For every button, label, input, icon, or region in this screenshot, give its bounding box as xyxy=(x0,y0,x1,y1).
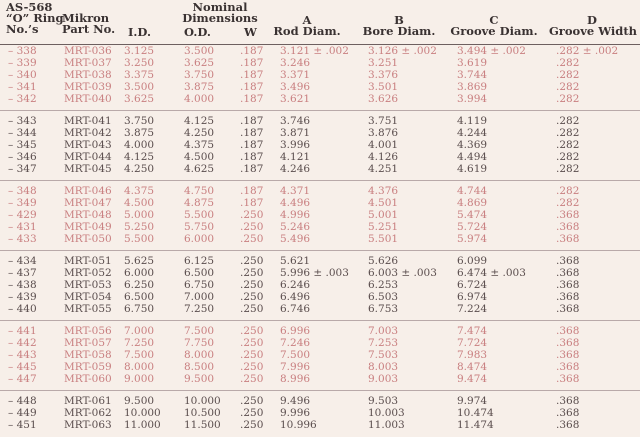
cell-id: 10.000 xyxy=(124,407,161,420)
header-nominal-line1: Nominal xyxy=(192,0,248,14)
cell-od: 4.750 xyxy=(184,185,215,197)
cell-part: MRT-041 xyxy=(64,115,112,127)
cell-w: .187 xyxy=(240,197,264,210)
cell-dash: – 342 xyxy=(8,93,37,106)
cell-od: 4.625 xyxy=(184,163,215,176)
cell-a: 5.621 xyxy=(280,255,311,267)
cell-b: 6.253 xyxy=(368,279,399,292)
cell-w: .250 xyxy=(240,337,264,350)
cell-id: 6.250 xyxy=(124,279,155,292)
cell-od: 7.250 xyxy=(184,303,215,316)
cell-c: 4.244 xyxy=(457,127,488,140)
cell-c: 5.974 xyxy=(457,233,488,246)
cell-part: MRT-060 xyxy=(64,373,112,386)
cell-od: 3.625 xyxy=(184,57,215,70)
header-dash-line3: No.’s xyxy=(6,22,39,36)
cell-d: .368 xyxy=(556,373,580,386)
cell-part: MRT-057 xyxy=(64,337,112,350)
cell-c: 3.994 xyxy=(457,93,488,106)
cell-id: 3.125 xyxy=(124,45,155,57)
cell-d: .368 xyxy=(556,395,580,407)
cell-dash: – 441 xyxy=(8,325,37,337)
cell-od: 8.500 xyxy=(184,361,215,374)
cell-id: 3.625 xyxy=(124,93,155,106)
cell-d: .368 xyxy=(556,267,580,280)
cell-dash: – 348 xyxy=(8,185,37,197)
cell-dash: – 438 xyxy=(8,279,37,292)
cell-part: MRT-056 xyxy=(64,325,112,337)
cell-od: 7.500 xyxy=(184,325,215,337)
group-divider xyxy=(0,180,640,181)
cell-d: .368 xyxy=(556,291,580,304)
cell-dash: – 448 xyxy=(8,395,37,407)
cell-c: 6.099 xyxy=(457,255,488,267)
cell-a: 5.996 ± .003 xyxy=(280,267,349,280)
cell-w: .187 xyxy=(240,127,264,140)
cell-a: 3.746 xyxy=(280,115,311,127)
cell-part: MRT-040 xyxy=(64,93,112,106)
cell-w: .250 xyxy=(240,395,264,407)
cell-b: 8.003 xyxy=(368,361,399,374)
cell-part: MRT-042 xyxy=(64,127,112,140)
cell-d: .282 xyxy=(556,93,580,106)
cell-id: 4.375 xyxy=(124,185,155,197)
cell-d: .282 ± .002 xyxy=(556,45,619,57)
cell-od: 6.500 xyxy=(184,267,215,280)
cell-dash: – 449 xyxy=(8,407,37,420)
cell-b: 5.001 xyxy=(368,209,399,222)
cell-c: 3.619 xyxy=(457,57,488,70)
cell-a: 3.871 xyxy=(280,127,311,140)
cell-b: 6.503 xyxy=(368,291,399,304)
cell-id: 9.500 xyxy=(124,395,155,407)
cell-d: .368 xyxy=(556,233,580,246)
cell-b: 3.126 ± .002 xyxy=(368,45,437,57)
group-divider xyxy=(0,390,640,391)
cell-d: .368 xyxy=(556,221,580,234)
cell-w: .250 xyxy=(240,325,264,337)
cell-id: 5.250 xyxy=(124,221,155,234)
cell-id: 4.125 xyxy=(124,151,155,164)
cell-d: .368 xyxy=(556,209,580,222)
cell-b: 11.003 xyxy=(368,419,405,432)
header-dash-line1: AS-568 xyxy=(6,0,53,14)
cell-d: .282 xyxy=(556,151,580,164)
cell-c: 6.974 xyxy=(457,291,488,304)
header-nominal-line2: Dimensions xyxy=(182,11,258,25)
cell-b: 5.501 xyxy=(368,233,399,246)
cell-d: .282 xyxy=(556,57,580,70)
cell-id: 4.250 xyxy=(124,163,155,176)
cell-b: 3.876 xyxy=(368,127,399,140)
cell-c: 5.474 xyxy=(457,209,488,222)
cell-dash: – 445 xyxy=(8,361,37,374)
cell-c: 4.744 xyxy=(457,185,488,197)
cell-w: .250 xyxy=(240,233,264,246)
cell-a: 9.996 xyxy=(280,407,311,420)
cell-od: 10.000 xyxy=(184,395,221,407)
cell-a: 4.496 xyxy=(280,197,311,210)
header-id: I.D. xyxy=(128,25,151,39)
header-d-letter: D xyxy=(587,13,597,27)
cell-id: 5.000 xyxy=(124,209,155,222)
cell-c: 9.474 xyxy=(457,373,488,386)
group-divider xyxy=(0,250,640,251)
cell-b: 7.503 xyxy=(368,349,399,362)
cell-c: 6.474 ± .003 xyxy=(457,267,526,280)
header-part-line2: Part No. xyxy=(62,22,116,36)
cell-a: 4.996 xyxy=(280,209,311,222)
cell-od: 4.375 xyxy=(184,139,215,152)
cell-b: 4.251 xyxy=(368,163,399,176)
cell-part: MRT-036 xyxy=(64,45,112,57)
cell-d: .282 xyxy=(556,127,580,140)
cell-dash: – 349 xyxy=(8,197,37,210)
cell-part: MRT-049 xyxy=(64,221,112,234)
cell-w: .187 xyxy=(240,93,264,106)
cell-part: MRT-058 xyxy=(64,349,112,362)
header-dash-line2: “O” Ring xyxy=(6,11,64,25)
cell-b: 3.751 xyxy=(368,115,399,127)
cell-id: 3.750 xyxy=(124,115,155,127)
cell-d: .368 xyxy=(556,255,580,267)
cell-a: 4.121 xyxy=(280,151,311,164)
cell-w: .250 xyxy=(240,209,264,222)
cell-d: .282 xyxy=(556,185,580,197)
cell-dash: – 341 xyxy=(8,81,37,94)
cell-id: 3.375 xyxy=(124,69,155,82)
header-part-line1: Mikron xyxy=(62,11,110,25)
cell-w: .250 xyxy=(240,303,264,316)
cell-a: 6.496 xyxy=(280,291,311,304)
cell-c: 7.983 xyxy=(457,349,488,362)
cell-c: 4.119 xyxy=(457,115,488,127)
cell-id: 3.875 xyxy=(124,127,155,140)
group-divider xyxy=(0,110,640,111)
cell-c: 7.224 xyxy=(457,303,488,316)
cell-b: 4.001 xyxy=(368,139,399,152)
group-divider xyxy=(0,320,640,321)
cell-w: .250 xyxy=(240,373,264,386)
cell-c: 7.724 xyxy=(457,337,488,350)
cell-od: 4.125 xyxy=(184,115,215,127)
cell-od: 8.000 xyxy=(184,349,215,362)
cell-w: .250 xyxy=(240,361,264,374)
cell-part: MRT-051 xyxy=(64,255,112,267)
cell-c: 9.974 xyxy=(457,395,488,407)
cell-a: 10.996 xyxy=(280,419,317,432)
header-a-letter: A xyxy=(302,13,312,27)
cell-id: 7.000 xyxy=(124,325,155,337)
cell-d: .368 xyxy=(556,361,580,374)
cell-dash: – 429 xyxy=(8,209,37,222)
cell-w: .187 xyxy=(240,139,264,152)
cell-b: 7.003 xyxy=(368,325,399,337)
cell-od: 10.500 xyxy=(184,407,221,420)
cell-b: 5.251 xyxy=(368,221,399,234)
cell-c: 4.369 xyxy=(457,139,488,152)
cell-dash: – 339 xyxy=(8,57,37,70)
cell-d: .368 xyxy=(556,279,580,292)
cell-od: 6.000 xyxy=(184,233,215,246)
cell-c: 7.474 xyxy=(457,325,488,337)
cell-c: 8.474 xyxy=(457,361,488,374)
cell-b: 10.003 xyxy=(368,407,405,420)
cell-part: MRT-046 xyxy=(64,185,112,197)
cell-part: MRT-062 xyxy=(64,407,112,420)
cell-d: .368 xyxy=(556,303,580,316)
cell-part: MRT-038 xyxy=(64,69,112,82)
cell-dash: – 344 xyxy=(8,127,37,140)
cell-c: 4.869 xyxy=(457,197,488,210)
cell-a: 9.496 xyxy=(280,395,311,407)
cell-a: 7.500 xyxy=(280,349,311,362)
cell-d: .282 xyxy=(556,81,580,94)
header-b-letter: B xyxy=(394,13,404,27)
cell-b: 4.376 xyxy=(368,185,399,197)
cell-dash: – 437 xyxy=(8,267,37,280)
cell-part: MRT-054 xyxy=(64,291,112,304)
cell-id: 3.250 xyxy=(124,57,155,70)
cell-c: 3.494 ± .002 xyxy=(457,45,526,57)
cell-id: 3.500 xyxy=(124,81,155,94)
cell-b: 3.251 xyxy=(368,57,399,70)
cell-b: 3.626 xyxy=(368,93,399,106)
cell-a: 3.496 xyxy=(280,81,311,94)
cell-od: 3.875 xyxy=(184,81,215,94)
cell-od: 5.750 xyxy=(184,221,215,234)
cell-dash: – 442 xyxy=(8,337,37,350)
cell-part: MRT-063 xyxy=(64,419,112,432)
cell-c: 3.744 xyxy=(457,69,488,82)
cell-a: 3.246 xyxy=(280,57,311,70)
cell-a: 3.621 xyxy=(280,93,311,106)
cell-dash: – 338 xyxy=(8,45,37,57)
cell-a: 6.246 xyxy=(280,279,311,292)
cell-a: 3.996 xyxy=(280,139,311,152)
cell-dash: – 434 xyxy=(8,255,37,267)
header-d-label: Groove Width xyxy=(548,24,638,38)
cell-w: .250 xyxy=(240,255,264,267)
header-a-label: Rod Diam. xyxy=(273,24,341,38)
cell-a: 3.121 ± .002 xyxy=(280,45,349,57)
cell-a: 4.371 xyxy=(280,185,311,197)
cell-b: 3.501 xyxy=(368,81,399,94)
cell-a: 5.246 xyxy=(280,221,311,234)
cell-d: .282 xyxy=(556,139,580,152)
cell-w: .250 xyxy=(240,419,264,432)
cell-a: 7.246 xyxy=(280,337,311,350)
cell-c: 5.724 xyxy=(457,221,488,234)
cell-id: 6.750 xyxy=(124,303,155,316)
cell-id: 5.625 xyxy=(124,255,155,267)
cell-c: 4.619 xyxy=(457,163,488,176)
cell-od: 7.000 xyxy=(184,291,215,304)
cell-od: 4.250 xyxy=(184,127,215,140)
cell-id: 5.500 xyxy=(124,233,155,246)
cell-od: 4.000 xyxy=(184,93,215,106)
cell-id: 7.250 xyxy=(124,337,155,350)
cell-id: 11.000 xyxy=(124,419,161,432)
cell-dash: – 451 xyxy=(8,419,37,432)
cell-dash: – 439 xyxy=(8,291,37,304)
cell-w: .250 xyxy=(240,267,264,280)
cell-d: .282 xyxy=(556,197,580,210)
cell-b: 9.503 xyxy=(368,395,399,407)
cell-w: .187 xyxy=(240,163,264,176)
cell-w: .187 xyxy=(240,81,264,94)
cell-od: 4.500 xyxy=(184,151,215,164)
cell-b: 9.003 xyxy=(368,373,399,386)
cell-a: 4.246 xyxy=(280,163,311,176)
cell-id: 4.000 xyxy=(124,139,155,152)
cell-dash: – 343 xyxy=(8,115,37,127)
cell-w: .187 xyxy=(240,115,264,127)
cell-part: MRT-053 xyxy=(64,279,112,292)
cell-part: MRT-037 xyxy=(64,57,112,70)
cell-d: .368 xyxy=(556,407,580,420)
cell-part: MRT-050 xyxy=(64,233,112,246)
cell-part: MRT-052 xyxy=(64,267,112,280)
cell-id: 6.500 xyxy=(124,291,155,304)
cell-od: 9.500 xyxy=(184,373,215,386)
cell-a: 3.371 xyxy=(280,69,311,82)
cell-c: 11.474 xyxy=(457,419,494,432)
cell-w: .187 xyxy=(240,45,264,57)
cell-w: .250 xyxy=(240,291,264,304)
cell-b: 6.753 xyxy=(368,303,399,316)
cell-id: 9.000 xyxy=(124,373,155,386)
cell-part: MRT-048 xyxy=(64,209,112,222)
cell-part: MRT-043 xyxy=(64,139,112,152)
cell-b: 4.501 xyxy=(368,197,399,210)
cell-b: 5.626 xyxy=(368,255,399,267)
cell-dash: – 443 xyxy=(8,349,37,362)
cell-part: MRT-044 xyxy=(64,151,112,164)
cell-part: MRT-061 xyxy=(64,395,112,407)
cell-w: .250 xyxy=(240,279,264,292)
cell-od: 6.125 xyxy=(184,255,215,267)
cell-part: MRT-059 xyxy=(64,361,112,374)
cell-id: 8.000 xyxy=(124,361,155,374)
cell-dash: – 340 xyxy=(8,69,37,82)
cell-w: .187 xyxy=(240,151,264,164)
cell-w: .187 xyxy=(240,185,264,197)
cell-w: .250 xyxy=(240,221,264,234)
header-b-label: Bore Diam. xyxy=(362,24,436,38)
cell-a: 6.746 xyxy=(280,303,311,316)
cell-od: 3.500 xyxy=(184,45,215,57)
header-c-letter: C xyxy=(489,13,499,27)
cell-dash: – 431 xyxy=(8,221,37,234)
cell-a: 5.496 xyxy=(280,233,311,246)
cell-w: .250 xyxy=(240,349,264,362)
cell-a: 6.996 xyxy=(280,325,311,337)
cell-od: 4.875 xyxy=(184,197,215,210)
cell-b: 7.253 xyxy=(368,337,399,350)
cell-d: .368 xyxy=(556,325,580,337)
cell-a: 8.996 xyxy=(280,373,311,386)
header-w: W xyxy=(244,25,257,39)
cell-d: .282 xyxy=(556,69,580,82)
cell-dash: – 447 xyxy=(8,373,37,386)
cell-b: 3.376 xyxy=(368,69,399,82)
cell-b: 4.126 xyxy=(368,151,399,164)
cell-b: 6.003 ± .003 xyxy=(368,267,437,280)
cell-d: .368 xyxy=(556,419,580,432)
cell-od: 11.500 xyxy=(184,419,221,432)
cell-d: .368 xyxy=(556,337,580,350)
cell-dash: – 345 xyxy=(8,139,37,152)
cell-od: 5.500 xyxy=(184,209,215,222)
header-c-label: Groove Diam. xyxy=(450,24,538,38)
header-od: O.D. xyxy=(184,25,211,39)
cell-d: .282 xyxy=(556,163,580,176)
cell-c: 3.869 xyxy=(457,81,488,94)
cell-c: 10.474 xyxy=(457,407,494,420)
cell-part: MRT-039 xyxy=(64,81,112,94)
cell-d: .282 xyxy=(556,115,580,127)
cell-dash: – 346 xyxy=(8,151,37,164)
cell-dash: – 440 xyxy=(8,303,37,316)
cell-id: 4.500 xyxy=(124,197,155,210)
cell-w: .187 xyxy=(240,69,264,82)
cell-id: 7.500 xyxy=(124,349,155,362)
cell-d: .368 xyxy=(556,349,580,362)
cell-c: 4.494 xyxy=(457,151,488,164)
cell-od: 3.750 xyxy=(184,69,215,82)
cell-od: 6.750 xyxy=(184,279,215,292)
cell-id: 6.000 xyxy=(124,267,155,280)
cell-part: MRT-045 xyxy=(64,163,112,176)
cell-c: 6.724 xyxy=(457,279,488,292)
cell-od: 7.750 xyxy=(184,337,215,350)
cell-a: 7.996 xyxy=(280,361,311,374)
cell-part: MRT-047 xyxy=(64,197,112,210)
cell-dash: – 347 xyxy=(8,163,37,176)
cell-w: .250 xyxy=(240,407,264,420)
cell-dash: – 433 xyxy=(8,233,37,246)
cell-part: MRT-055 xyxy=(64,303,112,316)
cell-w: .187 xyxy=(240,57,264,70)
